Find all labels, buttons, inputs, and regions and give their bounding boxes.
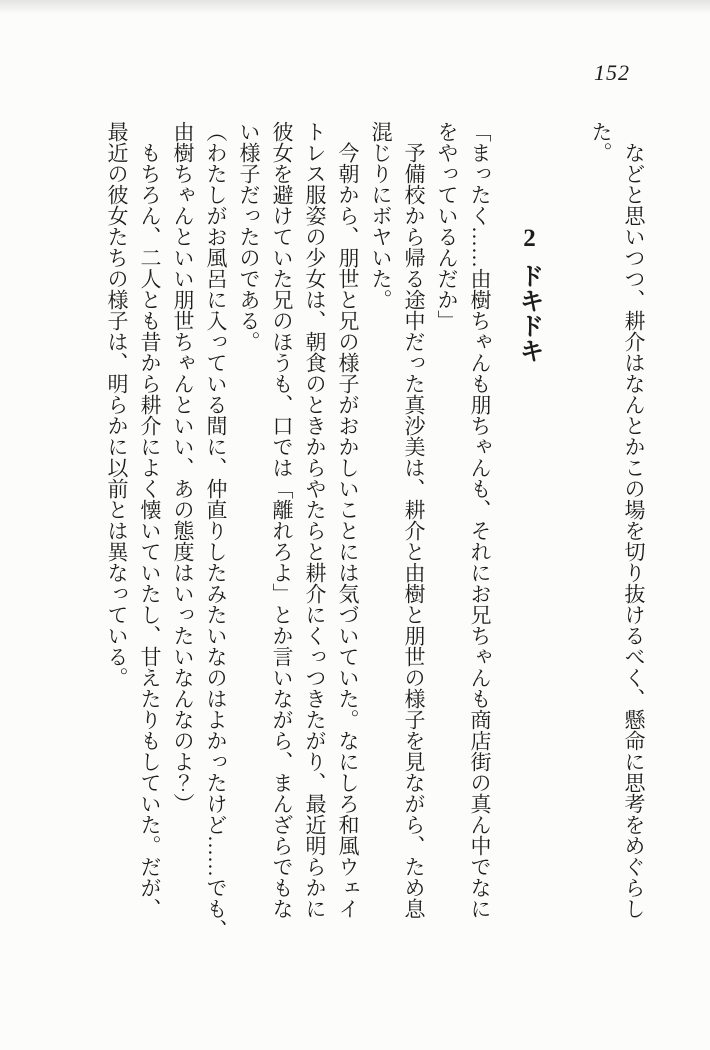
text-line: 最近の彼女たちの様子は、明らかに以前とは異なっている。	[105, 121, 129, 688]
text-line: 彼女を避けていた兄のほうも、口では「離れろよ」とか言いながら、まんざらでもな	[270, 121, 294, 919]
chapter-heading	[506, 121, 552, 973]
text-line: トレス服姿の少女は、朝食のときからやたらと耕介にくっつきたがり、最近明らかに	[303, 121, 327, 919]
text-line: 由樹ちゃんといい朋世ちゃんといい、あの態度はいったいなんなのよ？）	[171, 121, 195, 814]
text-line: 「まったく……由樹ちゃんも朋ちゃんも、それにお兄ちゃんも商店街の真ん中でなに	[468, 121, 492, 919]
page-number: 152	[594, 60, 630, 85]
chapter-number: 2	[516, 225, 543, 252]
text-line: （わたしがお風呂に入っている間に、仲直りしたみたいなのはよかったけど……でも、	[204, 121, 228, 940]
text-line: た。	[589, 121, 613, 163]
text-line: 予備校から帰る途中だった真沙美は、耕介と由樹と朋世の様子を見ながら、ため息	[402, 142, 426, 919]
text-line: をやっているんだか」	[435, 121, 459, 331]
text-line: などと思いつつ、耕介はなんとかこの場を切り抜けるべく、懸命に思考をめぐらし	[622, 142, 646, 919]
text-line: もちろん、二人とも昔から耕介によく懐いていたし、甘えたりもしていた。だが、	[138, 142, 162, 919]
text-line: 混じりにボヤいた。	[369, 121, 393, 310]
text-line: い様子だったのである。	[237, 121, 261, 352]
text-body	[100, 121, 650, 973]
chapter-title: ドキドキ	[516, 263, 543, 364]
text-line: 今朝から、朋世と兄の様子がおかしいことには気づいていた。なにしろ和風ウェイ	[336, 142, 360, 919]
